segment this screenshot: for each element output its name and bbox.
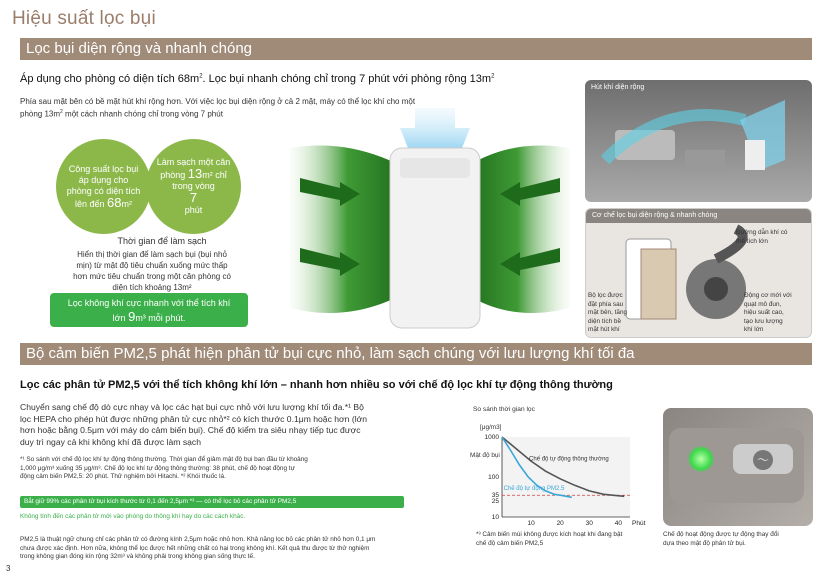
chart-series-label-1: Chế độ tự động PM2.5 [503,485,565,492]
section2-heading: Lọc các phân tử PM2,5 với thể tích không khí lớn – nhanh hơn nhiều so với chế độ lọc khí tự động thông thường [20,379,613,391]
chart-title: So sánh thời gian lọc [473,406,535,413]
chart-plot-area [502,437,630,517]
page-title: Hiệu suất lọc bụi [12,8,156,29]
annot-motor: Động cơ mới với quạt mô đun, hiệu suất cao, tạo lưu lượng khí lớn [744,292,792,334]
clean-time-title: Thời gian để làm sạch [117,236,207,246]
chart-y-label: Mật độ bụi [470,452,500,459]
section1-paragraph: Phía sau mặt bên có bề mặt hút khí rộng hơn. Với việc lọc bụi diện rộng ở cả 2 mặt, máy có thể lọc khí cho một phòng $13m^2$ một cách nhanh chóng chỉ trong vòng 7 phút [20,97,416,119]
chart-x-tick: 40 [614,520,622,527]
pm25-note: PM2,5 là thuật ngữ chung chỉ các phân tử có đường kính 2,5μm hoặc nhỏ hơn. Khả năng lọc bỏ các phân tử nhỏ hơn 0,1 μm chưa được xác định. Hơn nữa, không thể lọc được hết những chất có hại trong không khí. Kết quả thu được từ thử nghiệm trong không gian đóng kín rộng 32m³ và không phải trong không gian sống thực tế. [20,536,376,561]
chart-y-tick: 10 [491,514,499,521]
section2-paragraph: Chuyển sang chế độ dò cực nhạy và lọc các hạt bụi cực nhỏ với lưu lượng khí tối đa.*¹ Bộ lọc HEPA cho phép hút được những phân tử cực nhỏ*² có kích thước 0.1μm hoặc hơn (lớn hơn hoặc bằng 0.5μm với máy do cảm biến bụi). Chế độ kiểm tra siêu nhạy tiếp tục được duy trì ngay cả khi không khí đã được làm sạch [20,402,368,447]
wide-intake-image [585,80,812,202]
purifier-illustration [280,108,580,343]
section-bar-wide-filter: Lọc bụi diện rộng và nhanh chóng [20,38,812,60]
sensor-panel-image [663,408,813,526]
chart-x-tick: 10 [527,520,535,527]
chart-y-tick: 25 [491,498,499,506]
sensor-led [688,446,714,472]
circle-room-13: Làm sạch một căn phòng 13m² chỉ trong vòng 7 phút [146,139,241,234]
chart-series-label-0: Chế độ tự động thông thường [529,456,609,463]
fast-airflow-box: Lọc không khí cực nhanh với thể tích khí lớn 9m³ mỗi phút. [50,293,248,327]
chart-footnote: *³ Cảm biến mùi không được kích hoạt khi đang bật chế độ cảm biến PM2,5 [476,531,623,547]
wide-intake-label: Hút khí diện rộng [591,84,645,91]
page-number: 3 [6,564,11,573]
green-stream-right [465,146,570,314]
circle-room-68: Công suất lọc bụi áp dụng cho phòng có diện tích lên đến 68m² [56,139,151,234]
section1-heading: Áp dụng cho phòng có diện tích $68m^2$. Lọc bụi nhanh chóng chỉ trong 7 phút với phòng rộng $13m^2$ [20,73,495,85]
pulse-icon: 〜 [753,450,773,470]
chart-y-unit: [μg/m3] [480,424,502,431]
mechanism-label: Cơ chế lọc bụi diện rộng & nhanh chóng [592,212,718,219]
chart-x-tick: 20 [556,520,564,527]
chart-svg [470,407,650,527]
filter-mechanism-image [585,208,812,338]
chart-y-tick: 35 [491,492,499,500]
footnote-1: *¹ So sánh với chế độ lọc khí tự động thông thường. Thời gian để giảm mật độ bụi ban đầu từ khoảng 1,000 μg/m³ xuống 35 μg/m³. Chế độ lọc khí tự động thông thường: 38 phút, chế độ hoạt động tự động cảm biến PM2,5: 20 phút. Thử nghiệm bởi Hitachi. *² Khói thuốc lá. [20,456,308,481]
capture-99-note: Bắt giữ 99% các phân tử bụi kích thước từ 0,1 đến 2,5μm *³ — có thể lọc bỏ các phân tử PM2,5 [20,496,404,508]
sensor-caption: Chế độ hoạt động được tự động thay đổi dựa theo mật độ phân tử bụi. [663,531,779,547]
chart-x-label: Phút [632,520,646,527]
blue-outflow-arrow [400,108,470,153]
capture-99-sub: Không tính đến các phân tử mới vào phòng do thông khí hay do các cách khác. [20,513,246,520]
clean-time-text: Hiển thị thời gian để làm sạch bụi (bụi nhỏ mịn) từ mật độ tiêu chuẩn xuống mức thấp hơn mức tiêu chuẩn trong một căn phòng có diện tích khoảng 13m² [73,250,231,292]
room-sketch [585,80,812,202]
section-bar-pm25: Bộ cảm biến PM2,5 phát hiện phân tử bụi cực nhỏ, làm sạch chúng với lưu lượng khí tối đa [20,343,812,365]
filter-time-chart [470,407,650,527]
chart-y-tick: 100 [488,474,499,481]
chart-x-tick: 30 [585,520,593,527]
green-stream-left [290,146,405,314]
annot-airway: Đường dẫn khí có thể tích lớn [736,229,788,245]
annot-filter: Bộ lọc được đặt phía sau mặt bên, tăng diện tích bề mặt hút khí [588,292,628,334]
chart-y-tick: 1000 [484,434,499,441]
purifier-top [400,158,470,178]
